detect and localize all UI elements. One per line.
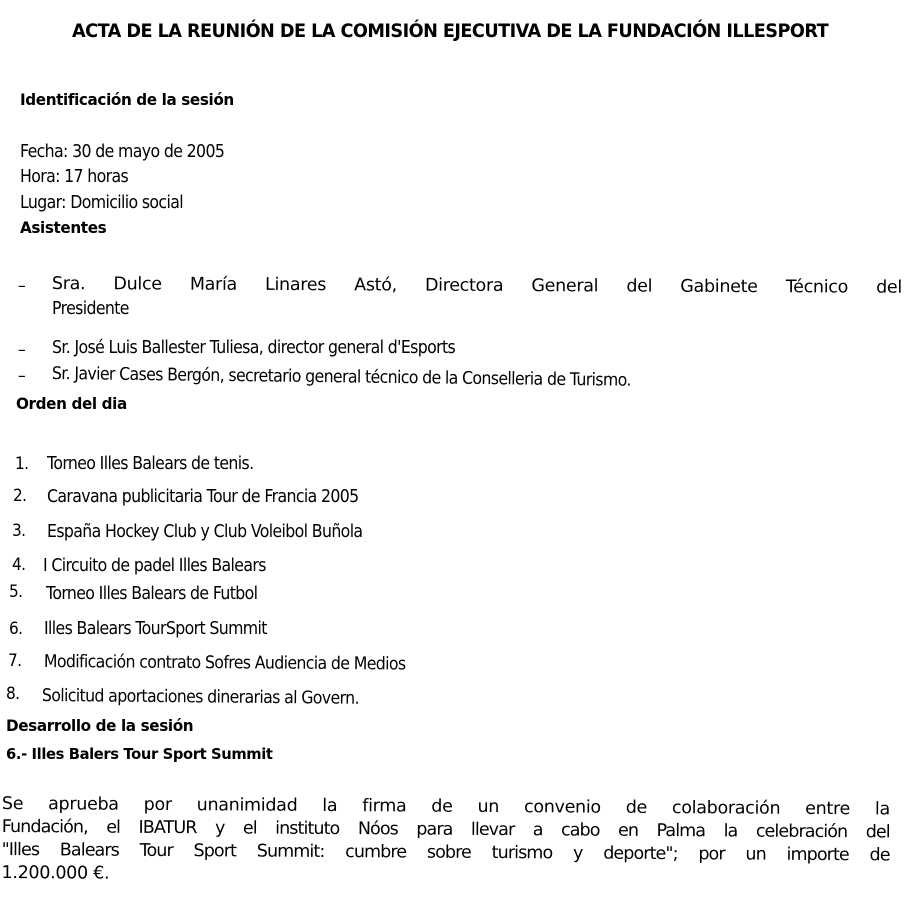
item-text: Illes Balears TourSport Summit	[44, 619, 267, 639]
dash-bullet: –	[18, 276, 26, 296]
meeting-time: Hora: 17 horas	[20, 167, 129, 187]
paragraph-line: Fundación, el IBATUR y el instituto Nóos para llevar a cabo en Palma la celebración del	[1, 816, 890, 843]
item-number: 7.	[8, 651, 22, 671]
item-number: 1.	[15, 454, 29, 474]
dash-bullet: –	[18, 366, 26, 386]
paragraph-line: 1.200.000 €.	[1, 862, 110, 884]
item-number: 5.	[9, 582, 23, 602]
item-number: 3.	[12, 521, 26, 541]
item-number: 8.	[6, 684, 20, 704]
item-text: Solicitud aportaciones dinerarias al Govern.	[41, 686, 359, 709]
attendee-name: Sr. José Luis Ballester Tuliesa, director general d'Esports	[52, 338, 456, 358]
item-text: Torneo Illes Balears de tenis.	[47, 454, 254, 474]
paragraph-line: Se aprueba por unanimidad la firma de un convenio de colaboración entre la	[1, 794, 890, 820]
item-number: 4.	[12, 555, 26, 575]
item-text: España Hockey Club y Club Voleibol Buñola	[47, 522, 363, 542]
attendee-name: Sr. Javier Cases Bergón, secretario general técnico de la Conselleria de Turismo.	[51, 364, 631, 391]
item-text: I Circuito de padel Illes Balears	[43, 556, 266, 576]
development-paragraph	[1, 794, 890, 884]
attendee-name: Sra. Dulce María Linares Astó, Directora General del Gabinete Técnico del	[51, 274, 902, 298]
item-text: Modificación contrato Sofres Audiencia de Medios	[43, 652, 406, 675]
attendee-name-cont: Presidente	[52, 299, 129, 319]
item-text: Torneo Illes Balears de Futbol	[46, 584, 258, 604]
attendees-heading: Asistentes	[20, 218, 107, 237]
development-heading: Desarrollo de la sesión	[6, 716, 194, 735]
item-number: 2.	[13, 486, 27, 506]
item-number: 6.	[9, 619, 23, 639]
identification-heading: Identificación de la sesión	[20, 90, 234, 109]
meeting-date: Fecha: 30 de mayo de 2005	[20, 142, 225, 162]
paragraph-line: "Illes Balears Tour Sport Summit: cumbre sobre turismo y deporte"; por un importe de	[1, 839, 890, 866]
item-text: Caravana publicitaria Tour de Francia 2005	[47, 487, 359, 507]
document-title: ACTA DE LA REUNIÓN DE LA COMISIÓN EJECUTIVA DE LA FUNDACIÓN ILLESPORT	[72, 20, 829, 42]
development-subheading: 6.- Illes Balers Tour Sport Summit	[6, 745, 273, 763]
meeting-place: Lugar: Domicilio social	[20, 193, 183, 213]
dash-bullet: –	[18, 340, 26, 360]
agenda-heading: Orden del dia	[16, 394, 127, 413]
